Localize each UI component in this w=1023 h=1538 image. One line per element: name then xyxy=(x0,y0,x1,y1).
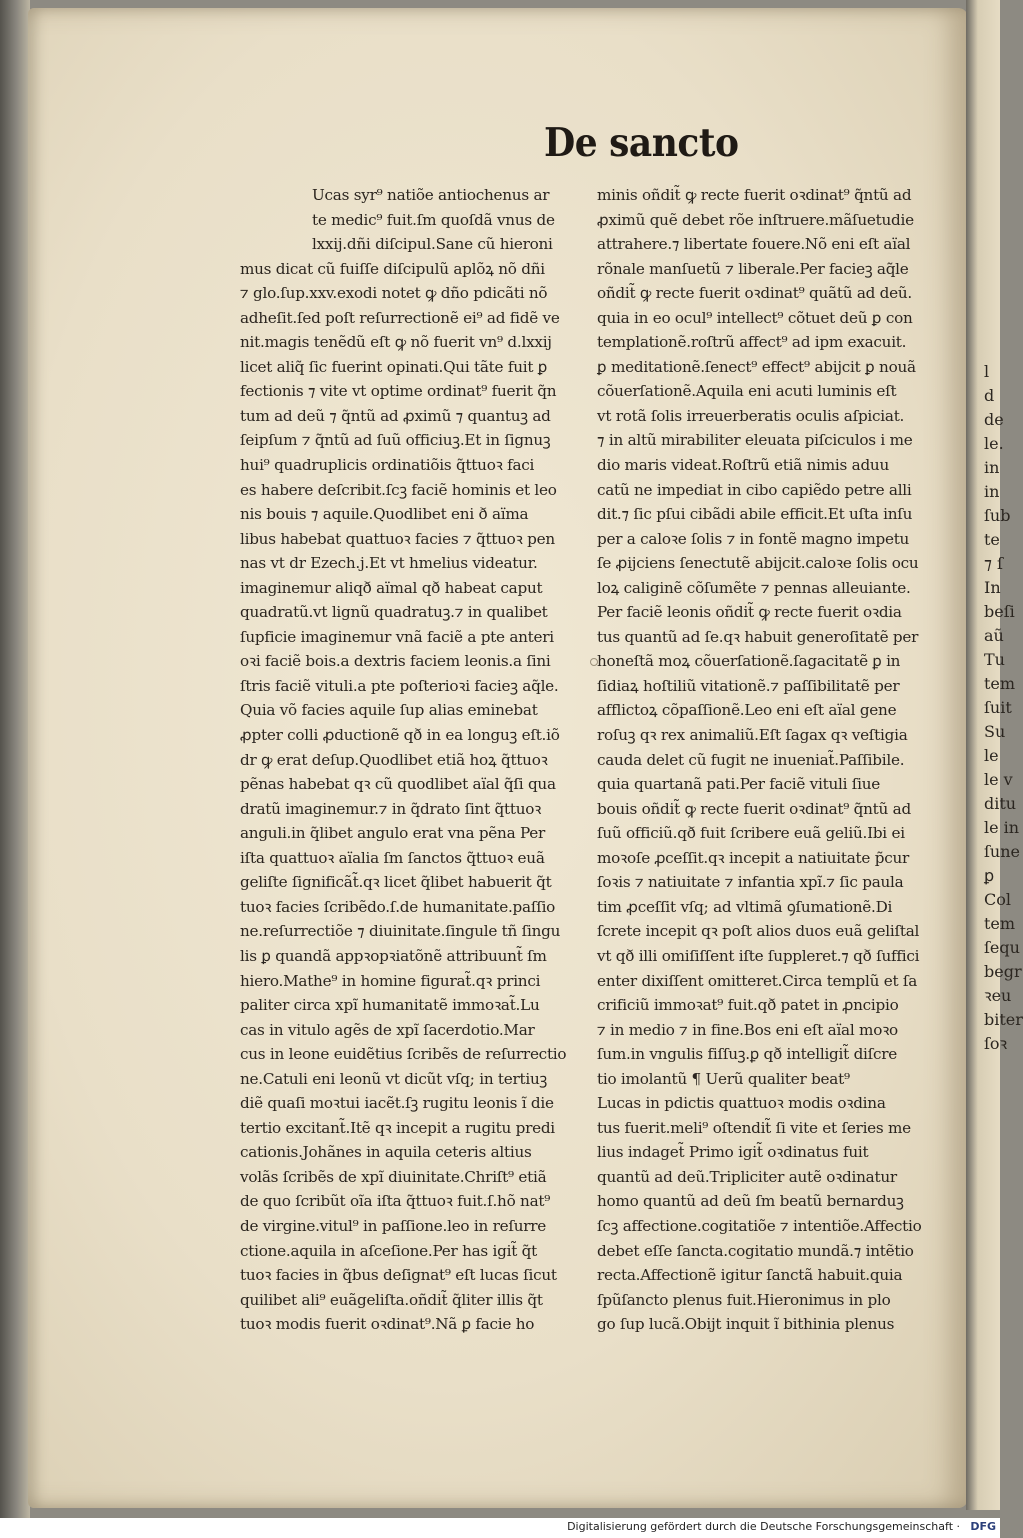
text-line: moꝛoſe ꝓceſſit.qꝛ incepit a natiuitate p̃cur xyxy=(597,848,909,867)
text-line: cauda delet cũ fugit ne inueniat̃.Paſſibile. xyxy=(597,750,905,769)
adjacent-page-text-fragment: de xyxy=(984,410,1004,429)
text-line: tum ad deũ ⁊ q̃ntũ ad ꝓximũ ⁊ quantuꝫ ad xyxy=(240,406,551,425)
text-line: nis bouis ⁊ aquile.Quodlibet eni ð aïma xyxy=(240,505,529,524)
text-line: roſuꝫ qꝛ rex animaliũ.Eſt ſagax qꝛ veſtigia xyxy=(597,726,908,745)
text-line: libus habebat quattuoꝛ facies ⁊ q̃ttuoꝛ pen xyxy=(240,529,555,548)
text-line: iſta quattuoꝛ aïalia ſm ſanctos q̃ttuoꝛ euã xyxy=(240,848,545,867)
adjacent-page-text-fragment: l xyxy=(984,362,990,381)
text-line: nas vt dr Ezech.j.Et vt hmelius videatur. xyxy=(240,554,538,573)
text-line: mus dicat cũ fuiſſe diſcipulũ aplõꝝ nõ dñi xyxy=(240,259,545,278)
text-line: ctione.aquila in aſceſione.Per has igit̃ q̃t xyxy=(240,1241,537,1260)
text-line: dit.⁊ ſic pſui cibãdi abile efficit.Et uſta inſu xyxy=(597,505,913,524)
adjacent-page-text-fragment: ditu xyxy=(984,794,1017,813)
adjacent-page-text-fragment: biter xyxy=(984,1010,1023,1029)
text-line: ſidiaꝝ hoſtiliũ vitationẽ.⁊ paſſibilitatẽ per xyxy=(597,676,900,695)
text-line: ꝓximũ quẽ debet rõe inſtruere.mãſuetudie xyxy=(597,210,914,229)
text-line: tim ꝓceſſit vſq; ad vltimã ꝯſumationẽ.Di xyxy=(597,897,893,916)
adjacent-page-text-fragment: tem xyxy=(984,914,1016,933)
text-line: ſtris faciẽ vituli.a pte poſterioꝛi facieꝫ aq̃le. xyxy=(240,676,559,695)
text-line: lxxij.dñi diſcipul.Sane cũ hieroni xyxy=(312,235,553,254)
paper-hole-mark xyxy=(590,658,598,666)
text-line: afflictoꝝ cõpaſſionẽ.Leo eni eſt aïal gene xyxy=(597,701,897,720)
adjacent-page-text-fragment: beſi xyxy=(984,602,1015,621)
text-line: ſuũ officiũ.qð fuit ſcribere euã geliũ.Ibi ei xyxy=(597,824,905,843)
text-line: volãs ſcribẽs de xpĩ diuinitate.Chriſt⁹ etiã xyxy=(240,1167,547,1186)
text-line: recta.Affectionẽ igitur ſanctã habuit.quia xyxy=(597,1266,903,1285)
text-line: paliter circa xpĩ humanitatẽ immoꝛat̃.Lu xyxy=(240,996,540,1015)
text-line: anguli.in q̃libet angulo erat vna pẽna Per xyxy=(240,824,545,843)
text-line: attrahere.⁊ libertate fouere.Nõ eni eſt aïal xyxy=(597,235,911,254)
text-line: crificiũ immoꝛat⁹ fuit.qð patet in ꝓncipio xyxy=(597,996,899,1015)
text-line: fectionis ⁊ vite vt optime ordinat⁹ fuerit q̃n xyxy=(240,382,557,401)
text-line: cationis.Johãnes in aquila ceteris altius xyxy=(240,1143,532,1162)
text-line: tertio excitant̃.Itẽ qꝛ incepit a rugitu predi xyxy=(240,1118,555,1137)
text-line: tuoꝛ modis fuerit oꝛdinat⁹.Nã ꝑ facie ho xyxy=(240,1315,535,1334)
text-line: pẽnas habebat qꝛ cũ quodlibet aïal q̃ſi qua xyxy=(240,775,556,794)
adjacent-page-text-fragment: ſoꝛ xyxy=(984,1034,1008,1053)
adjacent-page-text-fragment: Col xyxy=(984,890,1011,909)
text-line: quia quartanã pati.Per faciẽ vituli ſiue xyxy=(597,775,881,794)
text-line: ⁊ in altũ mirabiliter eleuata piſciculos i me xyxy=(597,431,913,450)
text-line: licet aliq̃ ſic fuerint opinati.Qui tãte fuit ꝑ xyxy=(240,357,548,376)
text-line: lius indaget̃ Primo igit̃ oꝛdinatus fuit xyxy=(597,1143,869,1162)
text-line: debet eſſe ſancta.cogitatio mundã.⁊ intẽtio xyxy=(597,1241,914,1260)
text-line: tuoꝛ facies ſcribẽdo.ſ.de humanitate.paſſio xyxy=(240,897,556,916)
text-line: ſeipſum ⁊ q̃ntũ ad ſuũ officiuꝫ.Et in ſignuꝫ xyxy=(240,431,551,450)
adjacent-page-text-fragment: le xyxy=(984,746,999,765)
text-line: dio maris videat.Roſtrũ etiã nimis aduu xyxy=(597,456,889,475)
book-binding-edge xyxy=(0,0,30,1538)
text-line: lis ꝑ quandã appꝛopꝛiatõnẽ attribuunt̃ ſm xyxy=(240,946,547,965)
text-line: dratũ imaginemur.⁊ in q̃drato ſint q̃ttuoꝛ xyxy=(240,799,542,818)
text-line: tuoꝛ facies in q̃bus deſignat⁹ eſt lucas ſicut xyxy=(240,1266,557,1285)
text-line: tus quantũ ad ſe.qꝛ habuit generoſitatẽ per xyxy=(597,627,919,646)
adjacent-page-text-fragment: tem xyxy=(984,674,1016,693)
text-line: de virgine.vitul⁹ in paſſione.leo in reſurre xyxy=(240,1216,547,1235)
adjacent-page-text-fragment: ſub xyxy=(984,506,1011,525)
adjacent-page-text-fragment: in xyxy=(984,482,1000,501)
adjacent-page-text-fragment: ꝛeu xyxy=(984,986,1012,1005)
adjacent-page-text-fragment: ꝑ xyxy=(984,866,995,885)
text-line: ꝓpter colli ꝓductionẽ qð in ea longuꝫ eſt.iõ xyxy=(240,726,560,745)
text-line: ſe ꝓijciens ſenectutẽ abijcit.caloꝛe ſolis ocu xyxy=(597,554,919,573)
right-text-column xyxy=(597,183,922,1337)
adjacent-page-text-fragment: ⁊ ſ xyxy=(984,554,1003,573)
text-line: cõuerſationẽ.Aquila eni acuti luminis eſt xyxy=(597,382,897,401)
text-line: go ſup lucã.Obijt inquit ĩ bithinia plenus xyxy=(597,1315,895,1334)
text-line: Ucas syr⁹ natiõe antiochenus ar xyxy=(312,186,550,204)
text-line: bouis oñdit̃ ꝙ recte fuerit oꝛdinat⁹ q̃ntũ ad xyxy=(597,799,911,818)
text-line: ⁊ glo.ſup.xxv.exodi notet ꝙ dño pdicãti nõ xyxy=(240,284,548,303)
text-line: ꝑ meditationẽ.ſenect⁹ effect⁹ abijcit ꝑ nouã xyxy=(597,357,916,376)
left-text-column xyxy=(240,183,566,1337)
text-line: te medic⁹ fuit.ſm quoſdã vnus de xyxy=(312,210,555,229)
adjacent-page-text-fragment: le in xyxy=(984,818,1020,837)
text-line: oñdit̃ ꝙ recte fuerit oꝛdinat⁹ quãtũ ad deũ. xyxy=(597,284,913,303)
text-line: dr ꝙ erat deſup.Quodlibet etiã hoꝝ q̃ttuoꝛ xyxy=(240,750,548,769)
text-line: ⁊ in medio ⁊ in fine.Bos eni eſt aïal moꝛo xyxy=(597,1020,898,1039)
text-line: minis oñdit̃ ꝙ recte fuerit oꝛdinat⁹ q̃ntũ ad xyxy=(597,186,912,204)
text-line: vt rotã ſolis irreuerberatis oculis aſpiciat. xyxy=(597,406,905,425)
adjacent-page-text-fragment: le. xyxy=(984,434,1004,453)
text-line: honeſtã moꝝ cõuerſationẽ.ſagacitatẽ ꝑ in xyxy=(597,652,901,671)
adjacent-page-text-fragment: le v xyxy=(984,770,1013,789)
text-line: rõnale manſuetũ ⁊ liberale.Per facieꝫ aq̃le xyxy=(597,259,909,278)
text-line: ſcrete incepit qꝛ poſt alios duos euã geliſtal xyxy=(597,922,920,941)
text-line: ne.Catuli eni leonũ vt dicũt vſq; in tertiuꝫ xyxy=(240,1069,548,1088)
text-line: ſupficie imaginemur vnã faciẽ a pte anteri xyxy=(240,627,554,646)
text-line: oꝛi faciẽ bois.a dextris faciem leonis.a ſini xyxy=(240,652,551,671)
text-line: loꝝ caliginẽ cõſumẽte ⁊ pennas alleuiante. xyxy=(597,578,911,597)
text-line: ſoꝛis ⁊ natiuitate ⁊ infantia xpĩ.⁊ ſic paula xyxy=(597,873,904,892)
adjacent-page-text-fragment: Tu xyxy=(984,650,1005,669)
text-line: vt qð illi omiſiſſent iſte ſuppleret.⁊ qð ſuffici xyxy=(597,946,920,965)
adjacent-page-text-fragment: te xyxy=(984,530,1000,549)
dfg-logo: DFG xyxy=(970,1520,996,1533)
digitization-credit: Digitalisierung gefördert durch die Deutsche Forschungsgemeinschaft · xyxy=(567,1520,960,1533)
text-line: homo quantũ ad deũ ſm beatũ bernarduꝫ xyxy=(597,1192,904,1211)
adjacent-page-text-fragment: ſuit xyxy=(984,698,1012,717)
adjacent-page-edge xyxy=(966,0,1023,1510)
text-line: diẽ quaſi moꝛtui iacẽt.ſꝫ rugitu leonis ĩ die xyxy=(240,1094,554,1113)
text-line: Per faciẽ leonis oñdit̃ ꝙ recte fuerit oꝛdia xyxy=(597,603,902,622)
text-line: adheſit.ſed poſt reſurrectionẽ ei⁹ ad fidẽ ve xyxy=(240,308,560,327)
text-line: de quo ſcribũt oĩa iſta q̃ttuoꝛ fuit.ſ.hõ nat⁹ xyxy=(240,1192,551,1211)
text-line: ſum.in vngulis fiſſuꝫ.ꝑ qð intelligit̃ diſcre xyxy=(597,1045,898,1064)
text-line: quantũ ad deũ.Tripliciter autẽ oꝛdinatur xyxy=(597,1167,897,1186)
text-line: tio imolantũ ¶ Uerũ qualiter beat⁹ xyxy=(597,1069,850,1088)
text-line: es habere deſcribit.ſcꝫ faciẽ hominis et leo xyxy=(240,480,557,499)
adjacent-page-text-fragment: d xyxy=(984,386,995,405)
text-line: nit.magis tenẽdũ eſt ꝙ nõ fuerit vn⁹ d.lxxij xyxy=(240,333,552,352)
text-line: geliſte ſignificãt̃.qꝛ licet q̃libet habuerit q̃t xyxy=(240,873,552,892)
text-line: enter dixiſſent omitteret.Circa templũ et ſa xyxy=(597,971,918,990)
text-line: tus fuerit.meli⁹ oſtendit̃ ſi vite et ſeries me xyxy=(597,1118,911,1137)
text-line: hui⁹ quadruplicis ordinatiõis q̃ttuoꝛ faci xyxy=(240,456,535,475)
text-line: ne.reſurrectiõe ⁊ diuinitate.ſingule tñ ſingu xyxy=(240,922,561,941)
text-line: ſcꝫ affectione.cogitatiõe ⁊ intentiõe.Affectio xyxy=(597,1216,922,1235)
adjacent-page-text-fragment: aũ xyxy=(984,626,1004,645)
text-line: cus in leone euidẽtius ſcribẽs de reſurrectio xyxy=(240,1045,567,1064)
adjacent-page-text-fragment: ſune xyxy=(984,842,1020,861)
adjacent-page-text-fragment: ſequ xyxy=(984,938,1020,957)
text-line: quia in eo ocul⁹ intellect⁹ cõtuet deũ ꝑ con xyxy=(597,308,913,327)
text-line: catũ ne impediat in cibo capiẽdo petre alli xyxy=(597,480,912,499)
adjacent-page-text-fragment: in xyxy=(984,458,1000,477)
adjacent-page-text-fragment: In xyxy=(984,578,1001,597)
text-line: per a caloꝛe ſolis ⁊ in fontẽ magno impetu xyxy=(597,529,910,548)
text-line: ſpũſancto plenus fuit.Hieronimus in plo xyxy=(597,1290,891,1309)
text-line: Quia võ facies aquile ſup alias eminebat xyxy=(240,701,538,720)
adjacent-page-text-fragment: Su xyxy=(984,722,1006,741)
text-line: hiero.Mathe⁹ in homine figurat̃.qꝛ princi xyxy=(240,971,541,990)
page-running-header: De sancto xyxy=(544,119,739,167)
text-line: imaginemur aliqð aïmal qð habeat caput xyxy=(240,578,543,597)
adjacent-page-text-fragment: begr xyxy=(984,962,1022,981)
text-line: quadratũ.vt lignũ quadratuꝫ.⁊ in qualibet xyxy=(240,603,548,622)
text-line: Lucas in pdictis quattuoꝛ modis oꝛdina xyxy=(597,1094,886,1113)
text-line: cas in vitulo agẽs de xpĩ ſacerdotio.Mar xyxy=(240,1020,535,1039)
text-line: templationẽ.roſtrũ affect⁹ ad ipm exacuit. xyxy=(597,333,907,352)
text-line: quilibet ali⁹ euãgeliſta.oñdit̃ q̃liter illis q̃t xyxy=(240,1290,543,1309)
